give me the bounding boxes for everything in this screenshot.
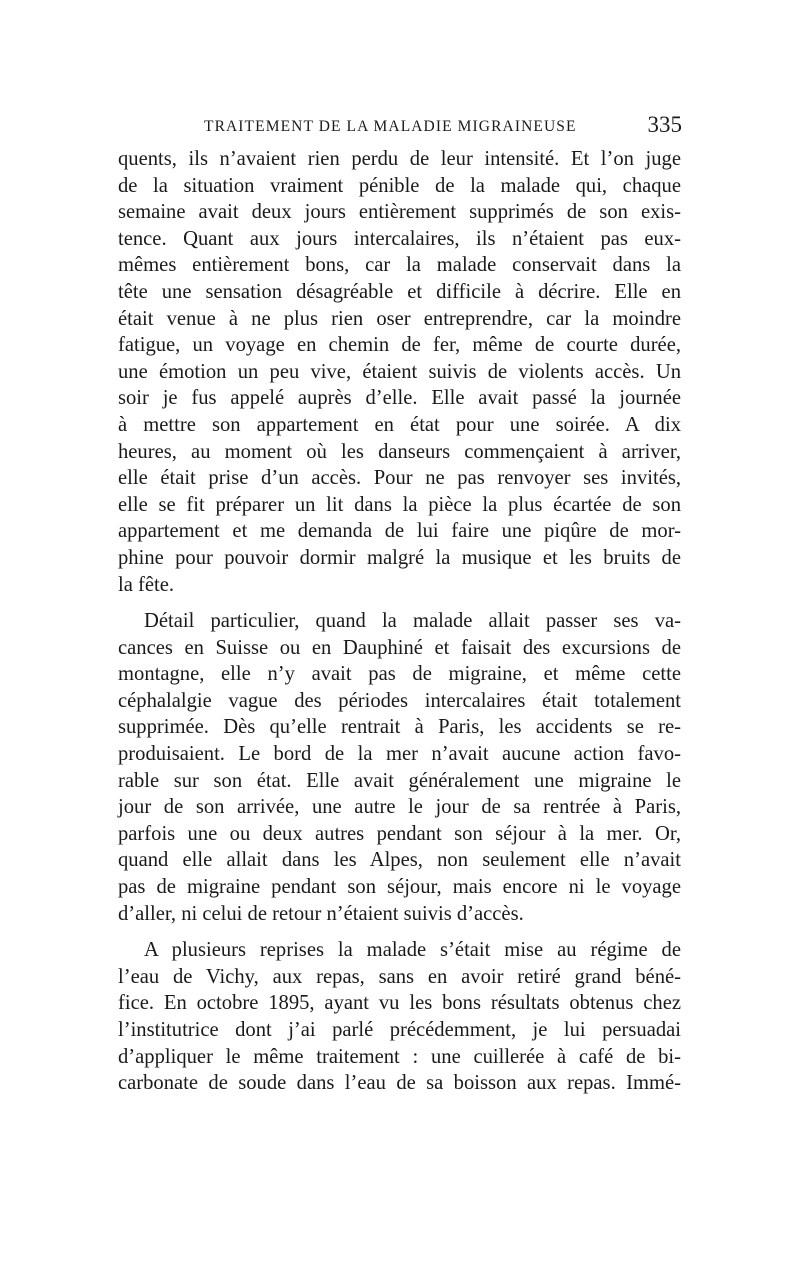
text-line: fatigue, un voyage en chemin de fer, même de courte durée,	[118, 334, 681, 357]
text-line: cances en Suisse ou en Dauphiné et faisait des excursions de	[118, 636, 681, 659]
text-body	[118, 146, 681, 1097]
text-line: tête une sensation désagréable et difficile à décrire. Elle en	[118, 280, 681, 303]
text-line: supprimée. Dès qu’elle rentrait à Paris, les accidents se re-	[118, 716, 681, 739]
text-line: A plusieurs reprises la malade s’était mise au régime de	[144, 939, 681, 962]
text-line: tence. Quant aux jours intercalaires, ils n’étaient pas eux-	[118, 227, 681, 250]
paragraph-1	[118, 146, 681, 598]
text-line: semaine avait deux jours entièrement supprimés de son exis-	[118, 201, 681, 224]
text-line: d’appliquer le même traitement : une cuillerée à café de bi-	[118, 1045, 681, 1068]
text-line: jour de son arrivée, une autre le jour de sa rentrée à Paris,	[118, 796, 681, 819]
text-line: était venue à ne plus rien oser entreprendre, car la moindre	[118, 307, 681, 330]
text-line: l’eau de Vichy, aux repas, sans en avoir retiré grand béné-	[118, 965, 681, 988]
text-line: une émotion un peu vive, étaient suivis de violents accès. Un	[118, 360, 681, 383]
paragraph-spacer	[118, 598, 681, 608]
text-line: elle était prise d’un accès. Pour ne pas renvoyer ses invités,	[118, 467, 681, 490]
running-header	[118, 108, 682, 144]
text-line: de la situation vraiment pénible de la malade qui, chaque	[118, 174, 681, 197]
text-line: à mettre son appartement en état pour une soirée. A dix	[118, 413, 681, 436]
text-line: quents, ils n’avaient rien perdu de leur intensité. Et l’on juge	[118, 148, 681, 170]
text-line: quand elle allait dans les Alpes, non seulement elle n’avait	[118, 849, 681, 872]
text-line: montagne, elle n’y avait pas de migraine, et même cette	[118, 663, 681, 686]
text-line: céphalalgie vague des périodes intercalaires était totalement	[118, 689, 681, 712]
text-line: elle se fit préparer un lit dans la pièce la plus écartée de son	[118, 493, 681, 516]
text-line: carbonate de soude dans l’eau de sa boisson aux repas. Immé-	[118, 1072, 681, 1095]
text-line: appartement et me demanda de lui faire une piqûre de mor-	[118, 520, 681, 543]
text-line: heures, au moment où les danseurs commençaient à arriver,	[118, 440, 681, 463]
text-line: d’aller, ni celui de retour n’étaient suivis d’accès.	[118, 902, 524, 925]
page-number: 335	[647, 112, 682, 137]
paragraph-spacer	[118, 927, 681, 937]
text-line: l’institutrice dont j’ai parlé précédemment, je lui persuadai	[118, 1019, 681, 1041]
text-line: pas de migraine pendant son séjour, mais encore ni le voyage	[118, 876, 681, 899]
text-line: mêmes entièrement bons, car la malade conservait dans la	[118, 254, 681, 277]
text-line: rable sur son état. Elle avait généralement une migraine le	[118, 769, 681, 792]
text-line: phine pour pouvoir dormir malgré la musique et les bruits de	[118, 546, 681, 569]
paragraph-2	[118, 608, 681, 927]
text-line: soir je fus appelé auprès d’elle. Elle avait passé la journée	[118, 387, 681, 410]
text-line: parfois une ou deux autres pendant son séjour à la mer. Or,	[118, 822, 681, 845]
running-title: TRAITEMENT DE LA MALADIE MIGRAINEUSE	[204, 118, 577, 135]
text-line: produisaient. Le bord de la mer n’avait aucune action favo-	[118, 743, 681, 766]
paragraph-3	[118, 937, 681, 1097]
text-line: fice. En octobre 1895, ayant vu les bons résultats obtenus chez	[118, 992, 681, 1015]
text-line: la fête.	[118, 573, 175, 596]
text-line: Détail particulier, quand la malade allait passer ses va-	[144, 610, 681, 633]
